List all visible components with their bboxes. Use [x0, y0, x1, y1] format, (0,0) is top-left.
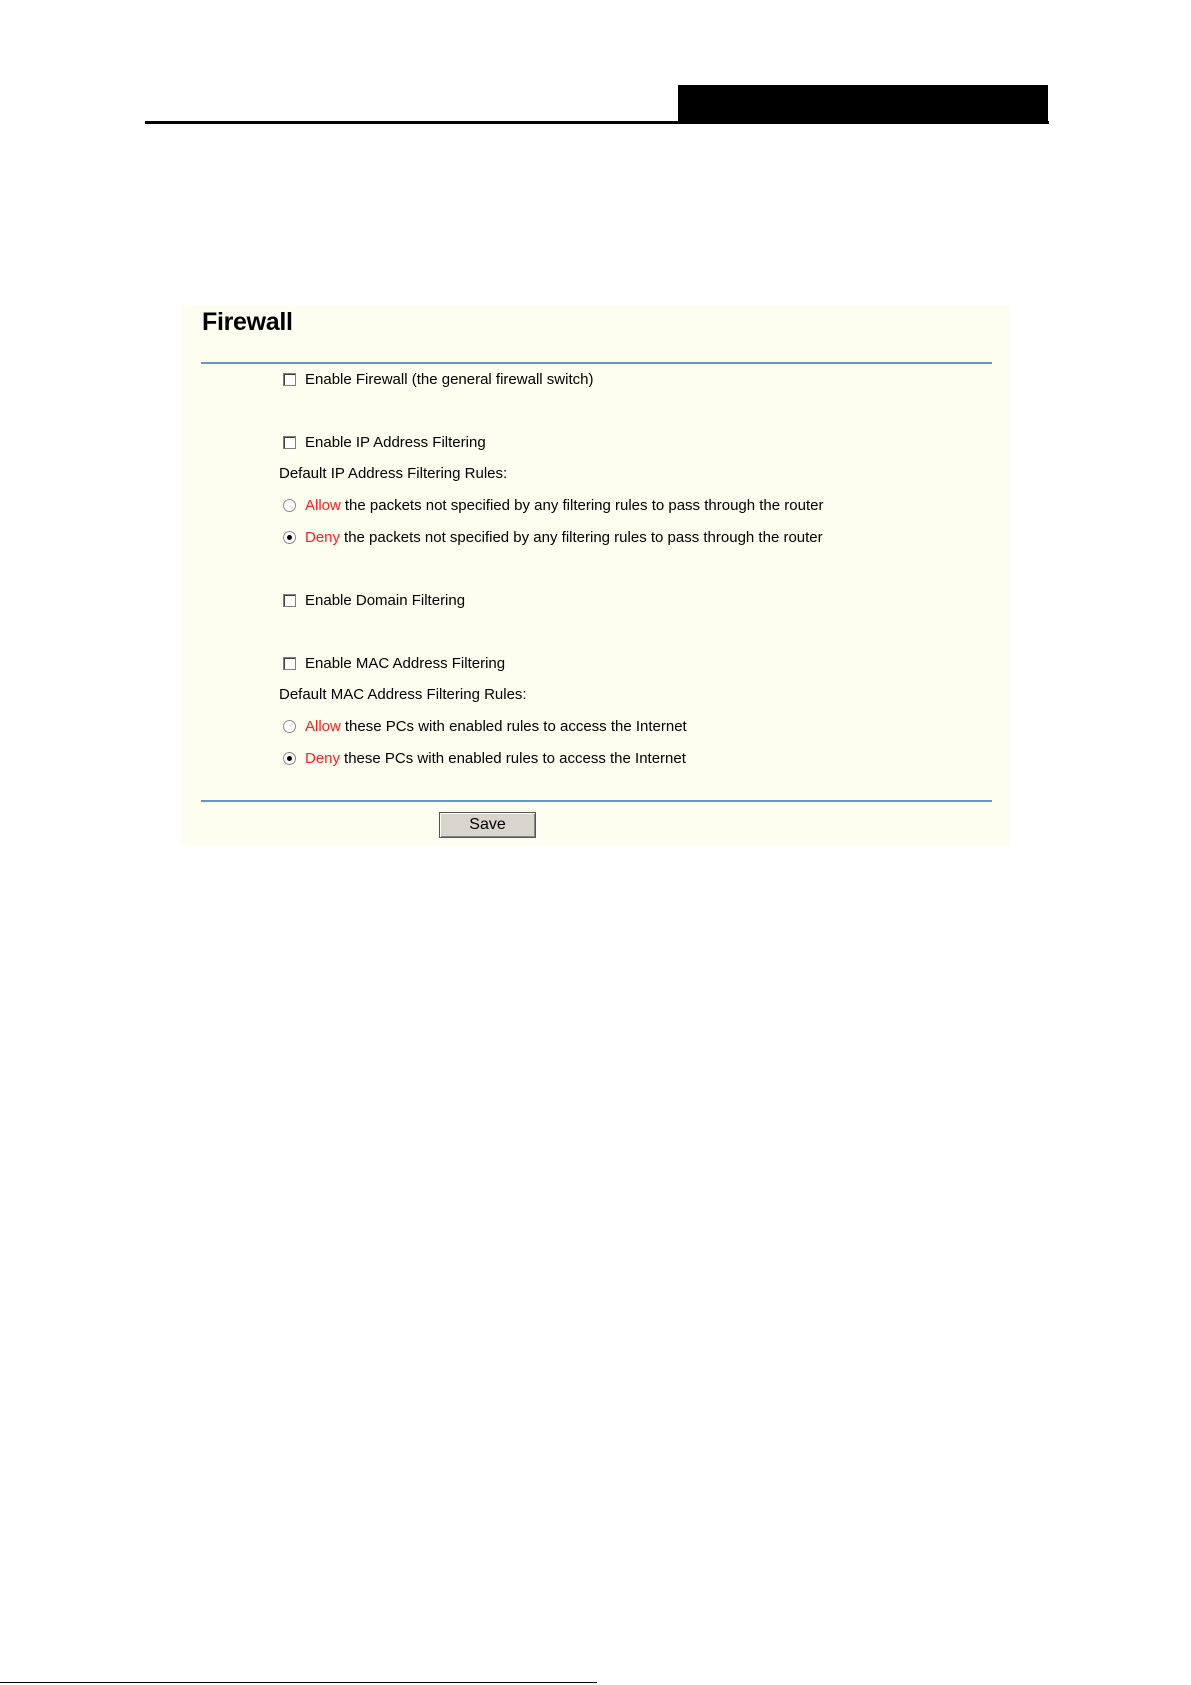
mac-allow-row[interactable] [283, 718, 687, 735]
mac-deny-radio[interactable] [283, 752, 296, 765]
enable-ip-filtering-label: Enable IP Address Filtering [305, 434, 486, 451]
mac-allow-radio[interactable] [283, 720, 296, 733]
ip-deny-radio[interactable] [283, 531, 296, 544]
ip-allow-keyword: Allow [305, 497, 341, 514]
enable-ip-filtering-row[interactable] [283, 434, 486, 451]
enable-domain-filtering-checkbox[interactable] [283, 594, 296, 607]
bottom-separator [201, 800, 992, 802]
top-separator [201, 362, 992, 364]
document-footer-rule [0, 1682, 597, 1683]
save-button[interactable]: Save [439, 812, 536, 838]
ip-allow-radio[interactable] [283, 499, 296, 512]
ip-deny-row[interactable] [283, 529, 823, 546]
document-header-rule [145, 121, 1049, 124]
ip-allow-text: the packets not specified by any filtering rules to pass through the router [344, 497, 824, 514]
enable-domain-filtering-label: Enable Domain Filtering [305, 592, 466, 609]
document-header-block [678, 85, 1048, 123]
enable-domain-filtering-row[interactable] [283, 592, 465, 609]
firewall-panel [181, 305, 1010, 846]
mac-rules-heading: Default MAC Address Filtering Rules: [279, 686, 527, 703]
ip-allow-row[interactable] [283, 497, 823, 514]
mac-allow-text: these PCs with enabled rules to access the Internet [344, 718, 687, 735]
enable-firewall-label: Enable Firewall (the general firewall switch) [305, 371, 594, 388]
mac-deny-keyword: Deny [305, 750, 341, 767]
page-title: Firewall [202, 308, 293, 336]
ip-deny-text: the packets not specified by any filtering rules to pass through the router [344, 529, 823, 546]
enable-firewall-checkbox[interactable] [283, 373, 296, 386]
mac-deny-text: these PCs with enabled rules to access the Internet [344, 750, 686, 767]
enable-mac-filtering-checkbox[interactable] [283, 657, 296, 670]
enable-ip-filtering-checkbox[interactable] [283, 436, 296, 449]
ip-rules-heading: Default IP Address Filtering Rules: [279, 465, 508, 482]
enable-firewall-row[interactable] [283, 371, 593, 388]
enable-mac-filtering-label: Enable MAC Address Filtering [305, 655, 506, 672]
mac-deny-row[interactable] [283, 750, 686, 767]
ip-deny-keyword: Deny [305, 529, 341, 546]
enable-mac-filtering-row[interactable] [283, 655, 505, 672]
mac-allow-keyword: Allow [305, 718, 341, 735]
